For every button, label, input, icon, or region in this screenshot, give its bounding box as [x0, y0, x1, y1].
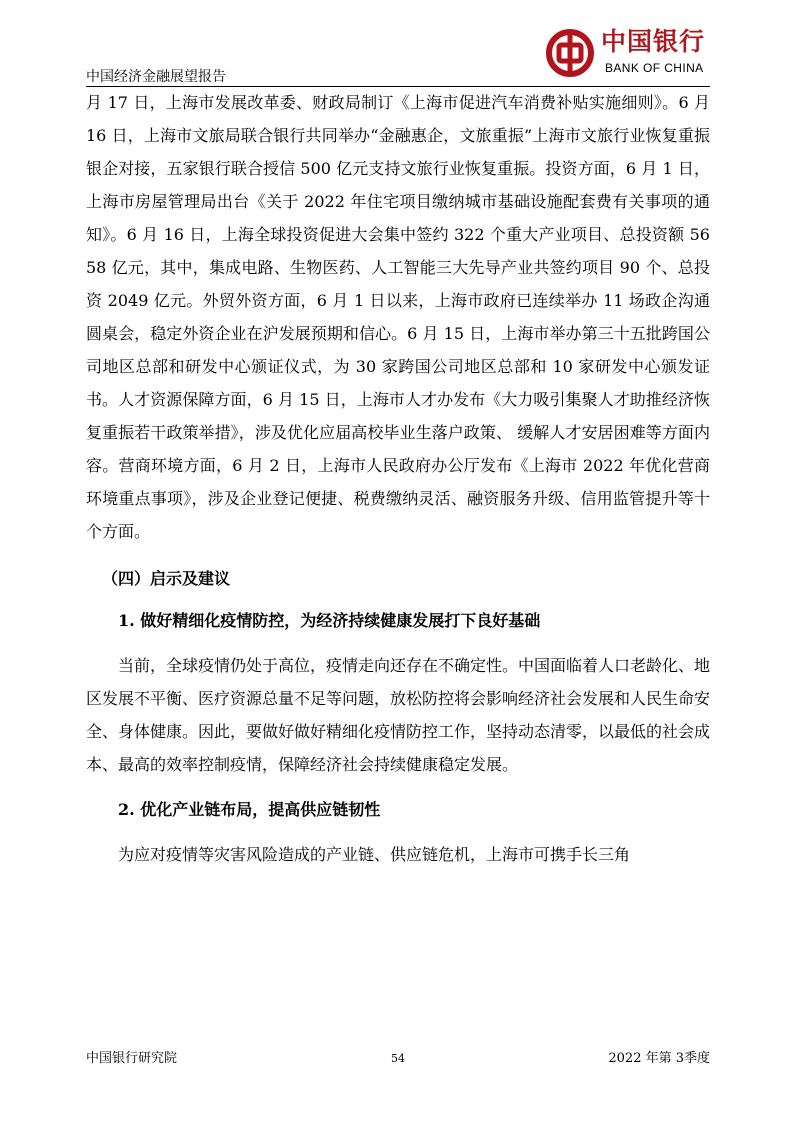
footer-issue: 2022 年第 3季度 [608, 1051, 710, 1066]
page-number: 54 [391, 1052, 405, 1065]
bank-of-china-logo-icon [545, 28, 595, 78]
report-title: 中国经济金融展望报告 [86, 69, 226, 85]
page-header [86, 24, 710, 84]
logo-chinese-name: 中国银行 [601, 27, 706, 56]
page-body [86, 86, 710, 871]
body-paragraph: 为应对疫情等灾害风险造成的产业链、供应链危机，上海市可携手长三角 [118, 845, 631, 864]
body-paragraph: 月 17 日，上海市发展改革委、财政局制订《上海市促进汽车消费补贴实施细则》。6 月 16 日，上海市文旅局联合银行共同举办“金融惠企，文旅重振”上海市文旅行业恢复重振银企对接，五家银行联合授信 500 亿元支持文旅行业恢复重振。投资方面，6 月 1 日，上海市房屋管理局出台《关于 2022 年住宅项目缴纳城市基础设施配套费有关事项的通知》。6 月 16 日，上海全球投资促进大会集中签约 322 个重大产业项目、总投资额 5658 亿元，其中，集成电路、生物医药、人工智能三大先导产业共签约项目 90 个、总投资 2049 亿元。外贸外资方面，6 月 1 日以来，上海市政府已连续举办 11 场政企沟通圆桌会，稳定外资企业在沪发展预期和信心。6 月 15 日，上海市举办第三十五批跨国公司地区总部和研发中心颁证仪式，为 30 家跨国公司地区总部和 10 家研发中心颁发证书。人才资源保障方面，6 月 15 日，上海市人才办发布《大力吸引集聚人才助推经济恢复重振若干政策举措》，涉及优化应届高校毕业生落户政策、 缓解人才安居困难等方面内容。营商环境方面，6 月 2 日，上海市人民政府办公厅发布《上海市 2022 年优化营商环境重点事项》，涉及企业登记便捷、税费缴纳灵活、融资服务升级、信用监管提升等十个方面。 [86, 93, 710, 541]
page-footer [86, 1051, 710, 1071]
subsection-heading: 1. 做好精细化疫情防控，为经济持续健康发展打下良好基础 [118, 611, 541, 630]
bank-logo [545, 24, 710, 82]
subsection-heading: 2. 优化产业链布局，提高供应链韧性 [118, 800, 381, 819]
footer-institute: 中国银行研究院 [86, 1051, 178, 1066]
section-heading: （四）启示及建议 [102, 569, 231, 588]
logo-english-name: BANK OF CHINA [605, 61, 704, 75]
body-paragraph: 当前，全球疫情仍处于高位，疫情走向还存在不确定性。中国面临着人口老龄化、地区发展不平衡、医疗资源总量不足等问题，放松防控将会影响经济社会发展和人民生命安全、身体健康。因此，要做好做好精细化疫情防控工作，坚持动态清零，以最低的社会成本、最高的效率控制疫情，保障经济社会持续健康稳定发展。 [86, 656, 711, 774]
